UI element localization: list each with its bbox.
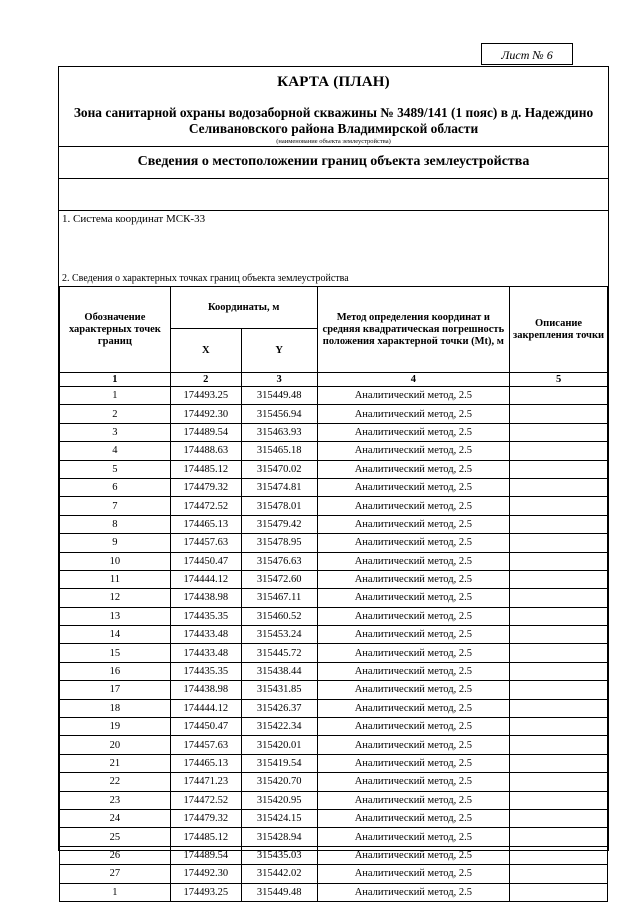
x-cell: 174485.12 [170,460,241,478]
y-cell: 315428.94 [241,828,317,846]
point-cell: 1 [60,387,171,405]
description-cell [510,846,608,864]
y-cell: 315476.63 [241,552,317,570]
table-row [60,662,608,680]
table-row [60,681,608,699]
x-cell: 174438.98 [170,681,241,699]
description-cell [510,607,608,625]
x-cell: 174479.32 [170,478,241,496]
method-cell: Аналитический метод, 2.5 [317,773,510,791]
x-cell: 174493.25 [170,883,241,901]
table-row [60,607,608,625]
y-cell: 315431.85 [241,681,317,699]
y-cell: 315478.95 [241,534,317,552]
point-cell: 26 [60,846,171,864]
table-row [60,552,608,570]
table-row [60,718,608,736]
x-cell: 174465.13 [170,515,241,533]
description-cell [510,662,608,680]
method-cell: Аналитический метод, 2.5 [317,387,510,405]
description-cell [510,497,608,515]
method-cell: Аналитический метод, 2.5 [317,442,510,460]
method-cell: Аналитический метод, 2.5 [317,423,510,441]
method-cell: Аналитический метод, 2.5 [317,809,510,827]
y-cell: 315419.54 [241,754,317,772]
point-cell: 18 [60,699,171,717]
x-cell: 174492.30 [170,405,241,423]
y-cell: 315445.72 [241,644,317,662]
method-cell: Аналитический метод, 2.5 [317,515,510,533]
method-cell: Аналитический метод, 2.5 [317,718,510,736]
section-title: Сведения о местоположении границ объекта землеустройства [59,146,608,179]
document-frame [58,66,609,898]
x-cell: 174435.35 [170,607,241,625]
method-cell: Аналитический метод, 2.5 [317,626,510,644]
table-row [60,515,608,533]
description-cell [510,773,608,791]
x-cell: 174472.52 [170,497,241,515]
x-cell: 174444.12 [170,570,241,588]
description-cell [510,387,608,405]
method-cell: Аналитический метод, 2.5 [317,607,510,625]
method-cell: Аналитический метод, 2.5 [317,589,510,607]
x-cell: 174438.98 [170,589,241,607]
table-row [60,423,608,441]
table-row [60,865,608,883]
table-row [60,791,608,809]
x-cell: 174488.63 [170,442,241,460]
point-cell: 16 [60,662,171,680]
x-cell: 174493.25 [170,387,241,405]
point-cell: 3 [60,423,171,441]
column-index-1: 1 [60,373,171,387]
x-cell: 174492.30 [170,865,241,883]
header-y: Y [241,329,317,373]
description-cell [510,515,608,533]
method-cell: Аналитический метод, 2.5 [317,846,510,864]
point-cell: 25 [60,828,171,846]
description-cell [510,644,608,662]
column-index-3: 3 [241,373,317,387]
column-index-row [60,373,608,387]
x-cell: 174444.12 [170,699,241,717]
x-cell: 174457.63 [170,534,241,552]
column-index-2: 2 [170,373,241,387]
document-title: КАРТА (ПЛАН) [277,74,390,90]
method-cell: Аналитический метод, 2.5 [317,644,510,662]
x-cell: 174489.54 [170,846,241,864]
y-cell: 315424.15 [241,809,317,827]
table-row [60,387,608,405]
point-cell: 5 [60,460,171,478]
description-cell [510,589,608,607]
method-cell: Аналитический метод, 2.5 [317,478,510,496]
description-cell [510,570,608,588]
method-cell: Аналитический метод, 2.5 [317,754,510,772]
point-cell: 1 [60,883,171,901]
table-row [60,754,608,772]
method-cell: Аналитический метод, 2.5 [317,662,510,680]
point-cell: 7 [60,497,171,515]
y-cell: 315422.34 [241,718,317,736]
y-cell: 315474.81 [241,478,317,496]
header-description: Описание закрепления точки [510,287,608,373]
method-cell: Аналитический метод, 2.5 [317,681,510,699]
method-cell: Аналитический метод, 2.5 [317,405,510,423]
x-cell: 174472.52 [170,791,241,809]
description-cell [510,460,608,478]
table-row [60,626,608,644]
y-cell: 315420.01 [241,736,317,754]
y-cell: 315453.24 [241,626,317,644]
x-cell: 174457.63 [170,736,241,754]
point-cell: 15 [60,644,171,662]
method-cell: Аналитический метод, 2.5 [317,865,510,883]
x-cell: 174450.47 [170,552,241,570]
point-cell: 14 [60,626,171,644]
method-cell: Аналитический метод, 2.5 [317,736,510,754]
point-cell: 4 [60,442,171,460]
point-cell: 10 [60,552,171,570]
method-cell: Аналитический метод, 2.5 [317,552,510,570]
y-cell: 315470.02 [241,460,317,478]
description-cell [510,809,608,827]
header-point: Обозначение характерных точек границ [60,287,171,373]
point-cell: 24 [60,809,171,827]
x-cell: 174433.48 [170,626,241,644]
method-cell: Аналитический метод, 2.5 [317,883,510,901]
y-cell: 315449.48 [241,387,317,405]
table-row [60,828,608,846]
point-cell: 2 [60,405,171,423]
x-cell: 174450.47 [170,718,241,736]
description-cell [510,828,608,846]
y-cell: 315449.48 [241,883,317,901]
point-cell: 20 [60,736,171,754]
y-cell: 315463.93 [241,423,317,441]
point-cell: 9 [60,534,171,552]
point-cell: 12 [60,589,171,607]
table-row [60,589,608,607]
description-cell [510,699,608,717]
table-row [60,478,608,496]
description-cell [510,883,608,901]
point-cell: 8 [60,515,171,533]
description-cell [510,718,608,736]
point-cell: 19 [60,718,171,736]
subtitle-note: (наименование объекта землеустройства) [276,138,391,145]
method-cell: Аналитический метод, 2.5 [317,497,510,515]
table-row [60,534,608,552]
y-cell: 315456.94 [241,405,317,423]
x-cell: 174465.13 [170,754,241,772]
y-cell: 315438.44 [241,662,317,680]
description-cell [510,791,608,809]
table-row [60,442,608,460]
table-row [60,773,608,791]
description-cell [510,442,608,460]
x-cell: 174485.12 [170,828,241,846]
y-cell: 315442.02 [241,865,317,883]
sheet-number: Лист № 6 [481,43,573,65]
point-cell: 6 [60,478,171,496]
point-cell: 17 [60,681,171,699]
y-cell: 315478.01 [241,497,317,515]
description-cell [510,626,608,644]
document-subtitle: Зона санитарной охраны водозаборной скважины № 3489/141 (1 пояс) в д. Надеждино Селивановского района Владимирской области [73,105,594,136]
description-cell [510,552,608,570]
coordinates-body [60,387,608,902]
table-row [60,644,608,662]
method-cell: Аналитический метод, 2.5 [317,699,510,717]
y-cell: 315467.11 [241,589,317,607]
column-index-4: 4 [317,373,510,387]
x-cell: 174471.23 [170,773,241,791]
method-cell: Аналитический метод, 2.5 [317,570,510,588]
x-cell: 174433.48 [170,644,241,662]
y-cell: 315420.70 [241,773,317,791]
description-cell [510,681,608,699]
y-cell: 315479.42 [241,515,317,533]
title-block [59,67,608,147]
method-cell: Аналитический метод, 2.5 [317,828,510,846]
table-row [60,405,608,423]
description-cell [510,736,608,754]
point-cell: 27 [60,865,171,883]
x-cell: 174479.32 [170,809,241,827]
point-cell: 21 [60,754,171,772]
point-cell: 22 [60,773,171,791]
method-cell: Аналитический метод, 2.5 [317,791,510,809]
table-row [60,497,608,515]
column-index-5: 5 [510,373,608,387]
y-cell: 315435.03 [241,846,317,864]
table-row [60,570,608,588]
point-cell: 11 [60,570,171,588]
points-info: 2. Сведения о характерных точках границ объекта землеустройства [62,273,349,284]
table-row [60,736,608,754]
coordinates-table [59,286,608,902]
description-cell [510,754,608,772]
description-cell [510,865,608,883]
table-row [60,809,608,827]
table-row [60,699,608,717]
description-cell [510,405,608,423]
coordinate-system: 1. Система координат МСК-33 [59,210,608,227]
point-cell: 23 [60,791,171,809]
method-cell: Аналитический метод, 2.5 [317,534,510,552]
method-cell: Аналитический метод, 2.5 [317,460,510,478]
y-cell: 315426.37 [241,699,317,717]
x-cell: 174489.54 [170,423,241,441]
y-cell: 315420.95 [241,791,317,809]
x-cell: 174435.35 [170,662,241,680]
point-cell: 13 [60,607,171,625]
description-cell [510,423,608,441]
header-coordinates: Координаты, м [170,287,317,329]
table-row [60,846,608,864]
header-x: X [170,329,241,373]
table-row [60,460,608,478]
description-cell [510,534,608,552]
description-cell [510,478,608,496]
y-cell: 315472.60 [241,570,317,588]
y-cell: 315460.52 [241,607,317,625]
y-cell: 315465.18 [241,442,317,460]
header-method: Метод определения координат и средняя квадратическая погрешность положения характерной точки (Mt), м [317,287,510,373]
table-row [60,883,608,901]
